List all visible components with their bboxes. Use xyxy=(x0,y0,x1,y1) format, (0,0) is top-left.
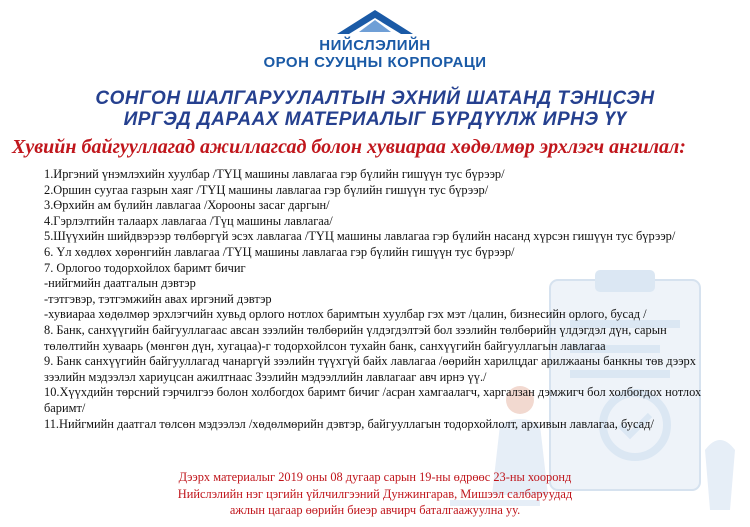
headline-line2: ИРГЭД ДАРААХ МАТЕРИАЛЫГ БҮРДҮҮЛЖ ИРНЭ ҮҮ xyxy=(123,109,627,130)
requirement-item: 2.Оршин суугаа газрын хаяг /ТҮЦ машины лавлагаа гэр бүлийн гишүүн тус бүрээр/ xyxy=(44,182,489,197)
requirement-item: 11.Нийгмийн даатгал төлсөн мэдээлэл /хөдөлмөрийн дэвтэр, байгууллагын тодорхойлолт, архивын лавлагаа, бусад/ xyxy=(44,416,654,431)
logo-text-line2: ОРОН СУУЦНЫ КОРПОРАЦИ xyxy=(263,54,487,71)
notice-line: Нийслэлийн нэг цэгийн үйлчилгээний Дунжингарав, Мишээл салбаруудад xyxy=(177,486,573,501)
headline-line1: СОНГОН ШАЛГАРУУЛАЛТЫН ЭХНИЙ ШАТАНД ТЭНЦСЭН xyxy=(95,88,655,109)
category-title: Хувийн байгууллагад ажиллагсад болон хувиараа хөдөлмөр эрхлэгч ангилал: xyxy=(12,136,686,158)
requirement-subitem: -нийгмийн даатгалын дэвтэр xyxy=(44,276,196,291)
submission-notice xyxy=(0,469,750,519)
requirement-item: 5.Шүүхийн шийдвэрээр төлбөргүй эсэх лавлагаа /ТҮЦ машины лавлагаа гэр бүлийн насанд хүрсэн гишүүн тус бүрээр/ xyxy=(44,229,676,244)
requirement-item: 8. Банк, санхүүгийн байгууллагаас авсан зээлийн төлбөрийн үлдэгдэлтэй бол зээлийн төлбөрийн үлдэгдэл дүн, сарын төлөлтийн хуваарь (мөнгөн дүн, хугацаа)-г тодорхойлсон тухайн банк, санхүүгийн байгууллагын лавлагаа xyxy=(44,322,667,353)
requirement-subitem: -тэтгэвэр, тэтгэмжийн авах иргэний дэвтэр xyxy=(44,291,272,306)
company-logo xyxy=(0,8,750,71)
roof-icon xyxy=(335,8,415,36)
notice-line: ажлын цагаар өөрийн биеэр авчирч баталгаажуулна уу. xyxy=(229,503,521,517)
requirement-item: 4.Гэрлэлтийн талаарх лавлагаа /Түц машины лавлагаа/ xyxy=(44,213,333,228)
requirement-item: 1.Иргэний үнэмлэхийн хуулбар /ТҮЦ машины лавлагаа гэр бүлийн гишүүн тус бүрээр/ xyxy=(44,167,505,181)
requirement-item: 3.Өрхийн ам бүлийн лавлагаа /Хорооны засаг даргын/ xyxy=(44,198,330,213)
requirement-item: 6. Үл хөдлөх хөрөнгийн лавлагаа /ТҮЦ машины лавлагаа гэр бүлийн гишүүн тус бүрээр/ xyxy=(44,244,515,259)
logo-text-line1: НИЙСЛЭЛИЙН xyxy=(319,37,431,54)
requirement-item: 10.Хүүхдийн төрсний гэрчилгээ болон холбогдох баримт бичиг /асран хамгаалагч, харгалзан дэмжигч бол холбогдох нотлох баримт/ xyxy=(44,385,702,415)
requirement-item: 9. Банк санхүүгийн байгууллагад чанаргүй зээлийн түүхгүй байх лавлагаа /өөрийн харилцдаг арилжааны банкны төв дээрх зээлийн мэдээлэл хариуцсан ажилтнаас Зээлийн мэдээллийн лавлагааг авч ирнэ үү./ xyxy=(44,354,696,384)
requirement-subitem: -хувиараа хөдөлмөр эрхлэгчийн хувьд орлого нотлох баримтын хуулбар гэх мэт /цалин, бизнесийн орлого, бусад / xyxy=(44,307,647,322)
requirement-item: 7. Орлогоо тодорхойлох баримт бичиг xyxy=(44,260,246,275)
requirements-list xyxy=(44,167,724,432)
notice-line: Дээрх материалыг 2019 оны 08 дугаар сарын 19-ны өдрөөс 23-ны хооронд xyxy=(178,470,572,484)
